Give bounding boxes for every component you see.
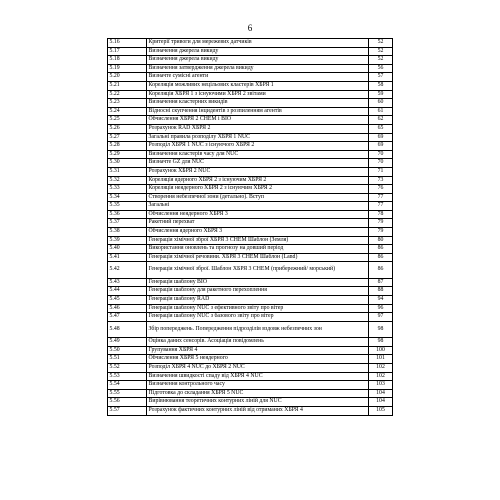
toc-section-number: 5.54 bbox=[108, 381, 147, 390]
toc-section-number: 5.31 bbox=[108, 167, 147, 176]
toc-row bbox=[108, 150, 393, 159]
toc-section-number: 5.55 bbox=[108, 389, 147, 398]
toc-section-title: Обчислення ядерного ХБРЯ 3 bbox=[147, 228, 369, 237]
toc-section-number: 5.17 bbox=[108, 47, 147, 56]
toc-section-title: Відносні скупчення інцидентів з розпиленням агентів bbox=[147, 107, 369, 116]
toc-page-number: 70 bbox=[369, 150, 393, 159]
toc-row bbox=[108, 47, 393, 56]
toc-section-number: 5.33 bbox=[108, 185, 147, 194]
toc-section-number: 5.52 bbox=[108, 363, 147, 372]
toc-row bbox=[108, 304, 393, 313]
toc-section-number: 5.36 bbox=[108, 210, 147, 219]
toc-row bbox=[108, 363, 393, 372]
toc-page-number: 94 bbox=[369, 296, 393, 305]
toc-section-number: 5.18 bbox=[108, 56, 147, 65]
toc-section-title: Визначення контрольного часу bbox=[147, 381, 369, 390]
toc-section-title: Генерація хімічної речовини. ХБРЯ 3 CHEM Шаблон (Land) bbox=[147, 253, 369, 262]
toc-row bbox=[108, 116, 393, 125]
toc-row bbox=[108, 236, 393, 245]
toc-row bbox=[108, 159, 393, 168]
toc-row bbox=[108, 321, 393, 337]
toc-section-number: 5.41 bbox=[108, 253, 147, 262]
toc-row bbox=[108, 39, 393, 48]
toc-row bbox=[108, 133, 393, 142]
toc-page-number: 52 bbox=[369, 56, 393, 65]
toc-row bbox=[108, 355, 393, 364]
toc-section-title: Визначення кластерних викидів bbox=[147, 99, 369, 108]
toc-section-number: 5.37 bbox=[108, 219, 147, 228]
toc-section-title: Збір попереджень. Попередження підрозділів вздовж небезпечних зон bbox=[147, 321, 369, 337]
toc-section-number: 5.48 bbox=[108, 321, 147, 337]
toc-page-number: 103 bbox=[369, 381, 393, 390]
toc-section-title: Загальні правила розподілу ХБРЯ 1 NUC bbox=[147, 133, 369, 142]
toc-page-number: 79 bbox=[369, 219, 393, 228]
toc-section-number: 5.32 bbox=[108, 176, 147, 185]
toc-section-title: Розрахунок RAD ХБРЯ 2 bbox=[147, 124, 369, 133]
toc-page-number: 78 bbox=[369, 210, 393, 219]
toc-section-title: Кореляція ядерного ХБРЯ 2 з існуючим ХБРЯ 2 bbox=[147, 176, 369, 185]
toc-section-number: 5.28 bbox=[108, 142, 147, 151]
toc-page-number: 101 bbox=[369, 355, 393, 364]
toc-section-number: 5.20 bbox=[108, 73, 147, 82]
toc-page-number: 96 bbox=[369, 304, 393, 313]
toc-section-title: Визначення швидкості спаду від ХБРЯ 4 NUC bbox=[147, 372, 369, 381]
toc-row bbox=[108, 64, 393, 73]
toc-row bbox=[108, 228, 393, 237]
toc-section-title: Обчислення ХБРЯ 5 неядерного bbox=[147, 355, 369, 364]
toc-page-number: 58 bbox=[369, 81, 393, 90]
toc-page-number: 86 bbox=[369, 253, 393, 262]
toc-row bbox=[108, 219, 393, 228]
toc-section-title: Кореляція неядерного ХБРЯ 2 з існуючим ХБРЯ 2 bbox=[147, 185, 369, 194]
toc-section-number: 5.45 bbox=[108, 296, 147, 305]
toc-row bbox=[108, 313, 393, 322]
toc-row bbox=[108, 202, 393, 211]
toc-section-number: 5.49 bbox=[108, 338, 147, 347]
table-of-contents bbox=[107, 38, 393, 416]
toc-section-title: Оцінка даних сенсорів. Асоціація повідомлень bbox=[147, 338, 369, 347]
toc-section-title: Генерація шаблону NUC з базового звіту про вітер bbox=[147, 313, 369, 322]
toc-page-number: 104 bbox=[369, 398, 393, 407]
toc-section-title: Створення небезпечної зони (детально). Вступ bbox=[147, 193, 369, 202]
toc-section-title: Визначте GZ для NUC bbox=[147, 159, 369, 168]
toc-page-number: 97 bbox=[369, 313, 393, 322]
toc-section-title: Генерація шаблону для ракетного перехоплення bbox=[147, 287, 369, 296]
toc-section-number: 5.22 bbox=[108, 90, 147, 99]
toc-section-title: Визначення джерела викиду bbox=[147, 56, 369, 65]
toc-section-number: 5.56 bbox=[108, 398, 147, 407]
toc-section-number: 5.29 bbox=[108, 150, 147, 159]
page-number: 6 bbox=[247, 23, 253, 33]
toc-section-title: Визначення затвердження джерела викиду bbox=[147, 64, 369, 73]
toc-row bbox=[108, 245, 393, 254]
toc-row bbox=[108, 56, 393, 65]
toc-section-title: Кореляція ХБРЯ 1 з існуючими ХБРЯ 2 звітами bbox=[147, 90, 369, 99]
toc-row bbox=[108, 253, 393, 262]
toc-page-number: 52 bbox=[369, 47, 393, 56]
toc-section-number: 5.21 bbox=[108, 81, 147, 90]
toc-row bbox=[108, 167, 393, 176]
toc-page-number: 59 bbox=[369, 90, 393, 99]
toc-section-title: Визначення кластерів часу для NUC bbox=[147, 150, 369, 159]
toc-section-number: 5.26 bbox=[108, 124, 147, 133]
toc-section-title: Загальні bbox=[147, 202, 369, 211]
toc-section-title: Розподіл ХБРЯ 4 NUC до ХБРЯ 2 NUC bbox=[147, 363, 369, 372]
toc-body bbox=[108, 39, 393, 416]
toc-section-title: Генерація шаблону NUC з ефективного звіту про вітер bbox=[147, 304, 369, 313]
toc-section-title: Критерії тривоги для мережевих датчиків bbox=[147, 39, 369, 48]
toc-row bbox=[108, 389, 393, 398]
toc-section-number: 5.43 bbox=[108, 278, 147, 287]
toc-row bbox=[108, 210, 393, 219]
toc-page-number: 104 bbox=[369, 389, 393, 398]
toc-row bbox=[108, 193, 393, 202]
toc-row bbox=[108, 90, 393, 99]
toc-page-number: 76 bbox=[369, 185, 393, 194]
toc-page-number: 87 bbox=[369, 278, 393, 287]
toc-section-number: 5.30 bbox=[108, 159, 147, 168]
toc-section-number: 5.51 bbox=[108, 355, 147, 364]
toc-section-number: 5.16 bbox=[108, 39, 147, 48]
toc-section-title: Підготовка до складання ХБРЯ 5 NUC bbox=[147, 389, 369, 398]
toc-section-number: 5.34 bbox=[108, 193, 147, 202]
toc-page-number: 70 bbox=[369, 159, 393, 168]
toc-section-title: Кореляція можливих нецільових кластерів ХБРЯ 1 bbox=[147, 81, 369, 90]
toc-section-number: 5.50 bbox=[108, 346, 147, 355]
toc-section-title: Визначте сумісні агенти bbox=[147, 73, 369, 82]
toc-section-number: 5.19 bbox=[108, 64, 147, 73]
toc-page-number: 79 bbox=[369, 228, 393, 237]
toc-page-number: 86 bbox=[369, 262, 393, 278]
toc-section-number: 5.40 bbox=[108, 245, 147, 254]
toc-row bbox=[108, 381, 393, 390]
toc-row bbox=[108, 107, 393, 116]
toc-page-number: 62 bbox=[369, 116, 393, 125]
toc-section-title: Обчислення ХБРЯ 2 CHEM і BIO bbox=[147, 116, 369, 125]
toc-row bbox=[108, 372, 393, 381]
toc-section-title: Використання оновлень та прогнозу на довший період bbox=[147, 245, 369, 254]
toc-row bbox=[108, 99, 393, 108]
toc-page-number: 105 bbox=[369, 406, 393, 415]
toc-page-number: 52 bbox=[369, 39, 393, 48]
toc-section-number: 5.38 bbox=[108, 228, 147, 237]
toc-section-number: 5.35 bbox=[108, 202, 147, 211]
toc-row bbox=[108, 406, 393, 415]
toc-row bbox=[108, 73, 393, 82]
toc-section-title: Вирівнювання теоретичних контурних ліній для NUC bbox=[147, 398, 369, 407]
toc-page-number: 77 bbox=[369, 193, 393, 202]
toc-page-number: 69 bbox=[369, 133, 393, 142]
toc-page-number: 60 bbox=[369, 99, 393, 108]
toc-section-number: 5.47 bbox=[108, 313, 147, 322]
toc-page-number: 86 bbox=[369, 245, 393, 254]
toc-page-number: 56 bbox=[369, 64, 393, 73]
toc-section-number: 5.42 bbox=[108, 262, 147, 278]
toc-section-number: 5.27 bbox=[108, 133, 147, 142]
toc-row bbox=[108, 176, 393, 185]
toc-section-title: Розподіл ХБРЯ 1 NUC з існуючого ХБРЯ 2 bbox=[147, 142, 369, 151]
toc-page-number: 102 bbox=[369, 372, 393, 381]
toc-section-title: Генерація хімічної зброї. Шаблон ХБРЯ 3 CHEM (прибережний/ морський) bbox=[147, 262, 369, 278]
toc-page-number: 98 bbox=[369, 338, 393, 347]
toc-row bbox=[108, 398, 393, 407]
toc-section-number: 5.23 bbox=[108, 99, 147, 108]
toc-page-number: 102 bbox=[369, 363, 393, 372]
toc-section-title: Генерація шаблону RAD bbox=[147, 296, 369, 305]
toc-row bbox=[108, 296, 393, 305]
toc-row bbox=[108, 287, 393, 296]
toc-page-number: 61 bbox=[369, 107, 393, 116]
toc-page-number: 65 bbox=[369, 124, 393, 133]
toc-section-number: 5.24 bbox=[108, 107, 147, 116]
toc-section-title: Групування ХБРЯ 4 bbox=[147, 346, 369, 355]
toc-row bbox=[108, 278, 393, 287]
toc-row bbox=[108, 262, 393, 278]
toc-page-number: 69 bbox=[369, 142, 393, 151]
toc-section-title: Розрахунок ХБРЯ 2 NUC bbox=[147, 167, 369, 176]
toc-section-title: Генерація шаблону BIO bbox=[147, 278, 369, 287]
toc-page-number: 57 bbox=[369, 73, 393, 82]
toc-section-title: Обчислення неядерного ХБРЯ 3 bbox=[147, 210, 369, 219]
toc-section-number: 5.57 bbox=[108, 406, 147, 415]
toc-row bbox=[108, 142, 393, 151]
toc-section-number: 5.25 bbox=[108, 116, 147, 125]
toc-section-title: Ракетний перехват bbox=[147, 219, 369, 228]
toc-page-number: 88 bbox=[369, 287, 393, 296]
toc-row bbox=[108, 338, 393, 347]
toc-section-title: Розрахунок фактичних контурних ліній від отриманих ХБРЯ 4 bbox=[147, 406, 369, 415]
toc-section-title: Визначення джерела викиду bbox=[147, 47, 369, 56]
toc-page-number: 77 bbox=[369, 202, 393, 211]
toc-section-number: 5.46 bbox=[108, 304, 147, 313]
toc-row bbox=[108, 81, 393, 90]
toc-page-number: 71 bbox=[369, 167, 393, 176]
toc-row bbox=[108, 185, 393, 194]
toc-row bbox=[108, 346, 393, 355]
toc-row bbox=[108, 124, 393, 133]
toc-page-number: 100 bbox=[369, 346, 393, 355]
toc-section-title: Генерація хімічної зброї ХБРЯ 3 CHEM Шаблон (Земля) bbox=[147, 236, 369, 245]
toc-section-number: 5.39 bbox=[108, 236, 147, 245]
toc-page-number: 80 bbox=[369, 236, 393, 245]
toc-page-number: 73 bbox=[369, 176, 393, 185]
toc-section-number: 5.53 bbox=[108, 372, 147, 381]
toc-page-number: 98 bbox=[369, 321, 393, 337]
toc-section-number: 5.44 bbox=[108, 287, 147, 296]
